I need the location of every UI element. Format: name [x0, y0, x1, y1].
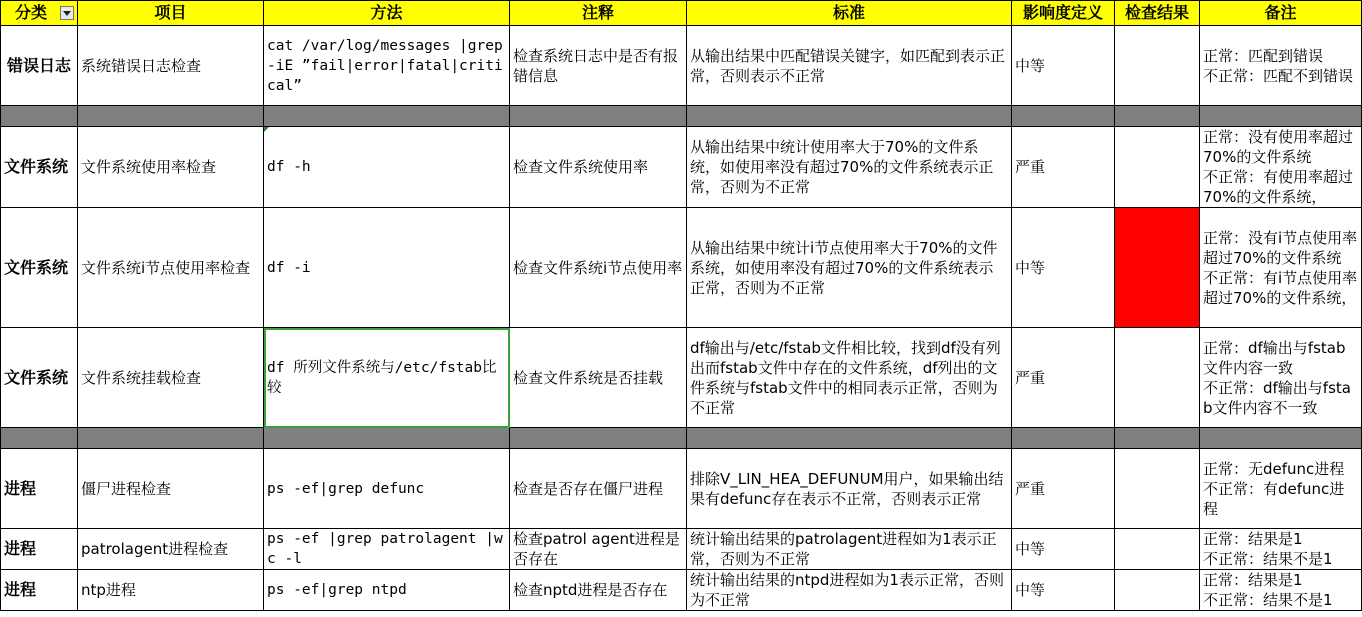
table-row — [1, 208, 1362, 328]
cell-method[interactable]: df -i — [264, 208, 510, 328]
cell-category[interactable]: 进程 — [1, 529, 78, 570]
table-row — [1, 449, 1362, 529]
cell-category[interactable]: 错误日志 — [1, 26, 78, 106]
cell-note[interactable]: 检查是否存在僵尸进程 — [510, 449, 687, 529]
separator-row — [1, 106, 1362, 127]
cell-result[interactable] — [1115, 26, 1200, 106]
cell-method-selected[interactable]: df 所列文件系统与/etc/fstab比较 — [264, 328, 510, 428]
cell-item[interactable]: ntp进程 — [78, 570, 264, 611]
cell-category[interactable]: 文件系统 — [1, 328, 78, 428]
cell-impact[interactable]: 中等 — [1012, 26, 1115, 106]
header-result[interactable]: 检查结果 — [1115, 1, 1200, 26]
header-remark[interactable]: 备注 — [1200, 1, 1362, 26]
cell-remark[interactable]: 正常：没有使用率超过70%的文件系统 不正常：有使用率超过70%的文件系统， — [1200, 127, 1362, 208]
cell-impact[interactable]: 中等 — [1012, 529, 1115, 570]
cell-standard[interactable]: 从输出结果中统计使用率大于70%的文件系统，如使用率没有超过70%的文件系统表示正常，否则为不正常 — [687, 127, 1012, 208]
separator-row — [1, 428, 1362, 449]
filter-dropdown-icon[interactable] — [60, 6, 74, 20]
cell-result[interactable] — [1115, 449, 1200, 529]
header-row — [1, 1, 1362, 26]
cell-item[interactable]: patrolagent进程检查 — [78, 529, 264, 570]
cell-item[interactable]: 文件系统使用率检查 — [78, 127, 264, 208]
cell-standard[interactable]: df输出与/etc/fstab文件相比较，找到df没有列出而fstab文件中存在的文件系统，df列出的文件系统与fstab文件中的相同表示正常，否则为不正常 — [687, 328, 1012, 428]
header-standard[interactable]: 标准 — [687, 1, 1012, 26]
cell-category[interactable]: 进程 — [1, 449, 78, 529]
cell-item[interactable]: 僵尸进程检查 — [78, 449, 264, 529]
cell-impact[interactable]: 严重 — [1012, 449, 1115, 529]
cell-standard[interactable]: 统计输出结果的ntpd进程如为1表示正常，否则为不正常 — [687, 570, 1012, 611]
cell-method[interactable]: cat /var/log/messages |grep -iE ”fail|error|fatal|critical” — [264, 26, 510, 106]
cell-result[interactable] — [1115, 529, 1200, 570]
cell-result[interactable] — [1115, 570, 1200, 611]
cell-category[interactable]: 进程 — [1, 570, 78, 611]
cell-impact[interactable]: 中等 — [1012, 208, 1115, 328]
cell-method[interactable]: ps -ef |grep patrolagent |wc -l — [264, 529, 510, 570]
cell-item[interactable]: 文件系统挂载检查 — [78, 328, 264, 428]
cell-remark[interactable]: 正常：结果是1 不正常：结果不是1 — [1200, 529, 1362, 570]
cell-impact[interactable]: 中等 — [1012, 570, 1115, 611]
header-note[interactable]: 注释 — [510, 1, 687, 26]
cell-impact[interactable]: 严重 — [1012, 127, 1115, 208]
cell-standard[interactable]: 统计输出结果的patrolagent进程如为1表示正常，否则为不正常 — [687, 529, 1012, 570]
cell-remark[interactable]: 正常：结果是1 不正常：结果不是1 — [1200, 570, 1362, 611]
cell-method[interactable]: ps -ef|grep defunc — [264, 449, 510, 529]
cell-impact[interactable]: 严重 — [1012, 328, 1115, 428]
table-row — [1, 127, 1362, 208]
cell-note[interactable]: 检查系统日志中是否有报错信息 — [510, 26, 687, 106]
cell-standard[interactable]: 从输出结果中统计i节点使用率大于70%的文件系统，如使用率没有超过70%的文件系统表示正常，否则为不正常 — [687, 208, 1012, 328]
cell-result[interactable] — [1115, 208, 1200, 328]
cell-category[interactable]: 文件系统 — [1, 208, 78, 328]
cell-remark[interactable]: 正常：无defunc进程 不正常：有defunc进程 — [1200, 449, 1362, 529]
cell-method[interactable]: ps -ef|grep ntpd — [264, 570, 510, 611]
cell-remark[interactable]: 正常：没有i节点使用率超过70%的文件系统 不正常：有i节点使用率超过70%的文件系统， — [1200, 208, 1362, 328]
cell-note[interactable]: 检查文件系统是否挂载 — [510, 328, 687, 428]
header-category[interactable]: 分类 — [1, 1, 78, 26]
table-row — [1, 529, 1362, 570]
comment-marker-icon — [264, 127, 269, 132]
header-impact[interactable]: 影响度定义 — [1012, 1, 1115, 26]
table-row — [1, 328, 1362, 428]
cell-note[interactable]: 检查nptd进程是否存在 — [510, 570, 687, 611]
cell-note[interactable]: 检查patrol agent进程是否存在 — [510, 529, 687, 570]
header-item[interactable]: 项目 — [78, 1, 264, 26]
cell-remark[interactable]: 正常：df输出与fstab文件内容一致 不正常：df输出与fstab文件内容不一致 — [1200, 328, 1362, 428]
cell-standard[interactable]: 排除V_LIN_HEA_DEFUNUM用户，如果输出结果有defunc存在表示不正常，否则表示正常 — [687, 449, 1012, 529]
cell-item[interactable]: 系统错误日志检查 — [78, 26, 264, 106]
cell-category[interactable]: 文件系统 — [1, 127, 78, 208]
cell-method[interactable]: df -h — [264, 127, 510, 208]
cell-note[interactable]: 检查文件系统i节点使用率 — [510, 208, 687, 328]
cell-result[interactable] — [1115, 127, 1200, 208]
cell-standard[interactable]: 从输出结果中匹配错误关键字，如匹配到表示正常，否则表示不正常 — [687, 26, 1012, 106]
cell-item[interactable]: 文件系统i节点使用率检查 — [78, 208, 264, 328]
cell-remark[interactable]: 正常：匹配到错误 不正常：匹配不到错误 — [1200, 26, 1362, 106]
table-row — [1, 570, 1362, 611]
cell-result[interactable] — [1115, 328, 1200, 428]
table-row — [1, 26, 1362, 106]
header-method[interactable]: 方法 — [264, 1, 510, 26]
cell-note[interactable]: 检查文件系统使用率 — [510, 127, 687, 208]
